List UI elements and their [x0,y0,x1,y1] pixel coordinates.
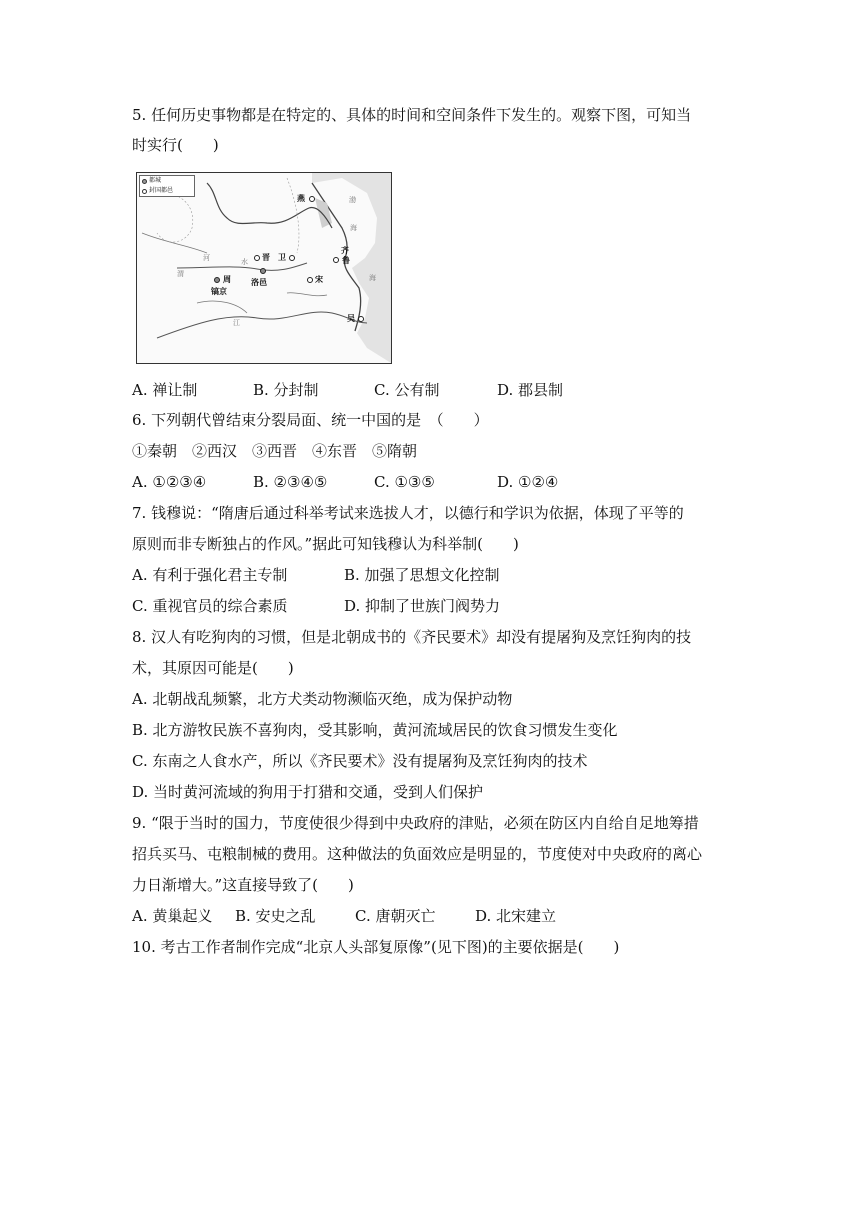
q7-stem-line1: 7. 钱穆说：“隋唐后通过科举考试来选拔人才，以德行和学识为依据，体现了平等的 [132,504,684,522]
q6-option-d: D. ①②④ [497,473,559,491]
q6-stem: 6. 下列朝代曾结束分裂局面、统一中国的是 （ ） [132,411,489,429]
q9-option-d: D. 北宋建立 [475,907,557,925]
wei-marker-icon [289,255,295,261]
q8-option-d: D. 当时黄河流域的狗用于打猎和交通，受到人们保护 [132,783,484,801]
place-luoyi: 洛邑 [251,278,267,287]
q8-stem-line2: 术，其原因可能是( ) [132,659,294,677]
q5-stem-line1: 5. 任何历史事物都是在特定的、具体的时间和空间条件下发生的。观察下图，可知当 [132,106,692,124]
legend-fief-label: 封国都邑 [149,187,174,194]
q9-stem-line1: 9. “限于当时的国力，节度使很少得到中央政府的津贴，必须在防区内自给自足地筹措 [132,814,699,832]
capital-symbol-icon [142,179,147,184]
place-haojing: 镐京 [211,287,227,296]
place-yan: 燕 [297,194,305,203]
q8-option-b: B. 北方游牧民族不喜狗肉，受其影响，黄河流域居民的饮食习惯发生变化 [132,721,618,739]
legend-fief [142,186,194,196]
q6-option-a: A. ①②③④ [132,473,207,491]
place-wu: 吴 [347,314,355,323]
q5-option-d: D. 郡县制 [497,381,564,399]
q10-stem: 10. 考古工作者制作完成“北京人头部复原像”(见下图)的主要依据是( ) [132,938,620,956]
haojing-marker-icon [214,277,220,283]
q7-option-b: B. 加强了思想文化控制 [344,566,500,584]
q5-stem-line2: 时实行( ) [132,136,219,154]
place-song: 宋 [315,275,323,284]
q5-option-c: C. 公有制 [374,381,440,399]
q5-option-b: B. 分封制 [253,381,319,399]
q6-option-c: C. ①③⑤ [374,473,435,491]
place-jin: 晋 [262,253,270,262]
feature-jiang: 江 [233,319,240,327]
feature-hai: 海 [350,224,357,232]
wu-marker-icon [358,316,364,322]
feature-shui: 水 [241,258,248,266]
place-zhou: 周 [223,275,231,284]
lu-marker-icon [333,257,339,263]
q5-option-a: A. 禅让制 [132,381,198,399]
q6-items: ①秦朝 ②西汉 ③西晋 ④东晋 ⑤隋朝 [132,442,418,460]
q8-stem-line1: 8. 汉人有吃狗肉的习惯，但是北朝成书的《齐民要术》却没有提屠狗及烹饪狗肉的技 [132,628,692,646]
q9-stem-line3: 力日渐增大。”这直接导致了( ) [132,876,354,894]
q7-option-c: C. 重视官员的综合素质 [132,597,288,615]
legend-capital-label: 都城 [149,177,162,184]
q8-option-c: C. 东南之人食水产，所以《齐民要术》没有提屠狗及烹饪狗肉的技术 [132,752,588,770]
feature-bo: 渤 [349,196,356,204]
song-marker-icon [307,277,313,283]
feature-hai2: 海 [369,274,376,282]
fief-symbol-icon [142,189,147,194]
place-wei: 卫 [278,253,286,262]
q9-stem-line2: 招兵买马、屯粮制械的费用。这种做法的负面效应是明显的，节度使对中央政府的离心 [132,845,703,863]
q6-option-b: B. ②③④⑤ [253,473,328,491]
feature-wei: 渭 [177,270,184,278]
q9-option-b: B. 安史之乱 [235,907,316,925]
q7-option-a: A. 有利于强化君主专制 [132,566,288,584]
legend-capital [142,176,194,186]
q7-option-d: D. 抑制了世族门阀势力 [344,597,501,615]
q9-option-a: A. 黄巢起义 [132,907,213,925]
zhou-fenfeng-map [136,172,392,364]
q7-stem-line2: 原则而非专断独占的作风。”据此可知钱穆认为科举制( ) [132,535,519,553]
jin-marker-icon [254,255,260,261]
feature-he: 河 [203,254,210,262]
place-lu: 鲁 [342,256,350,265]
q8-option-a: A. 北朝战乱频繁，北方犬类动物濒临灭绝，成为保护动物 [132,690,513,708]
luoyi-marker-icon [260,268,266,274]
map-legend [139,175,195,197]
place-qi: 齐 [341,246,349,255]
q9-option-c: C. 唐朝灭亡 [355,907,436,925]
yan-marker-icon [309,196,315,202]
